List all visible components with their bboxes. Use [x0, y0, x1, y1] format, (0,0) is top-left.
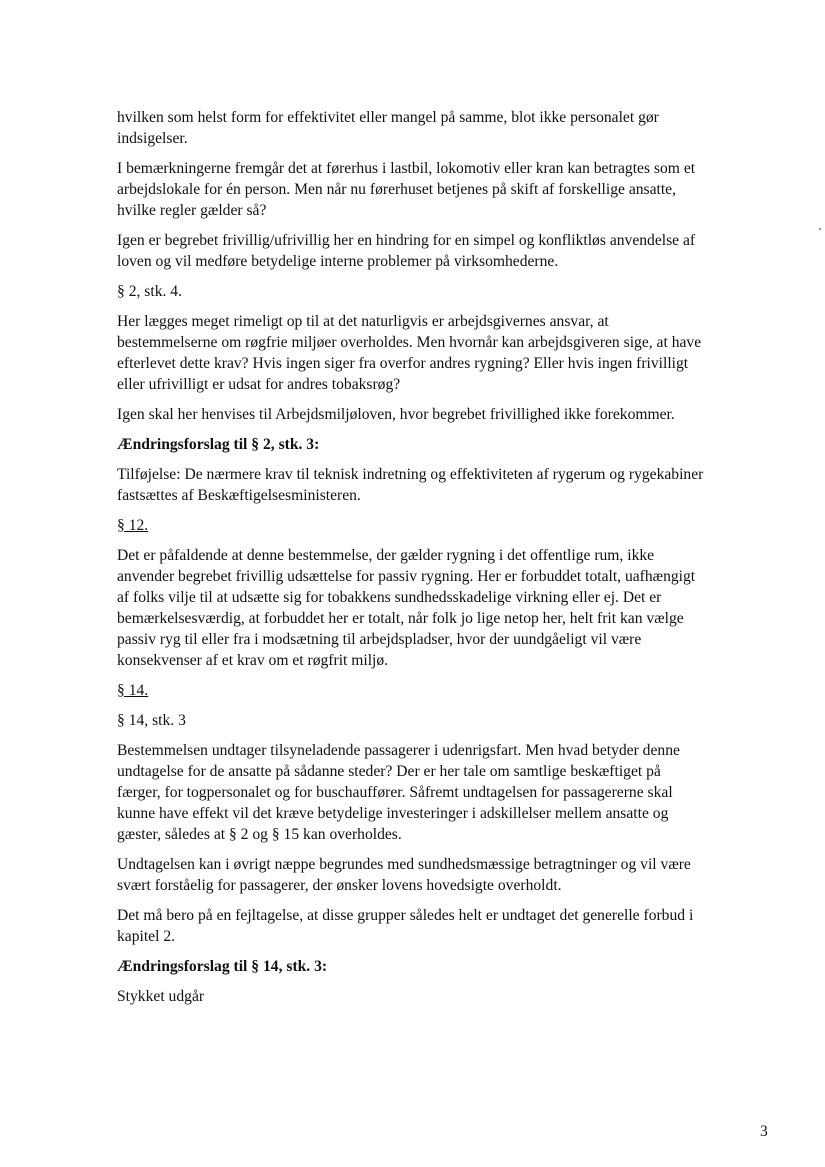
amendment-heading-14-3: Ændringsforslag til § 14, stk. 3:: [117, 958, 328, 975]
section-heading-14-3: § 14, stk. 3: [117, 712, 186, 729]
section-heading-14-text: § 14.: [117, 682, 149, 699]
paragraph-work-environment-act: Igen skal her henvises til Arbejdsmiljøloven, hvor begrebet frivillighed ikke forekommer.: [117, 406, 675, 423]
paragraph-employer-responsibility: Her lægges meget rimeligt op til at det naturligvis er arbejdsgivernes ansvar, at bestemmelserne om røgfrie miljøer overholdes. Men hvornår kan arbejdsgiveren sige, at have efterlevet dette krav? Hvis ingen siger fra overfor andres rygning? Eller hvis ingen frivilligt eller ufrivilligt er udsat for andres tobaksrøg?: [117, 313, 702, 393]
paragraph-public-space: Det er påfaldende at denne bestemmelse, der gælder rygning i det offentlige rum, ikke anvender begrebet frivillig udsættelse for passiv rygning. Her er forbuddet totalt, uafhængigt af folks vilje til at udsætte sig for tobakkens sundhedsskadelige virkning eller ej. Det er bemærkelsesværdig, at forbuddet her er totalt, når folk jo lige netop her, helt frit kan vælge passiv ryg til eller fra i modsætning til arbejdspladser, hvor der uundgåeligt vil være konsekvenser af et krav om et røgfrit miljø.: [117, 547, 696, 669]
paragraph-effectivity-continuation: hvilken som helst form for effektivitet eller mangel på samme, blot ikke personalet gør indsigelser.: [117, 109, 659, 147]
document-page: [117, 107, 707, 1016]
section-heading-12-text: § 12.: [117, 517, 149, 534]
paragraph-mistake: Det må bero på en fejltagelse, at disse grupper således helt er undtaget det generelle forbud i kapitel 2.: [117, 907, 694, 945]
paragraph-voluntary-concept: Igen er begrebet frivillig/ufrivillig her en hindring for en simpel og konfliktløs anvendelse af loven og vil medføre betydelige interne problemer på virksomhederne.: [117, 232, 696, 270]
section-heading-2-4: § 2, stk. 4.: [117, 283, 182, 300]
paragraph-addition: Tilføjelse: De nærmere krav til teknisk indretning og effektiviteten af rygerum og rygekabiner fastsættes af Beskæftigelsesministeren.: [117, 466, 704, 504]
section-heading-12: [117, 515, 707, 536]
paragraph-health-considerations: Undtagelsen kan i øvrigt næppe begrundes med sundhedsmæssige betragtninger og vil være svært forståelig for passagerer, der ønsker lovens hovedsigte overholdt.: [117, 856, 691, 894]
paragraph-deleted: Stykket udgår: [117, 988, 205, 1005]
section-heading-14: [117, 680, 707, 701]
amendment-heading-2-3: Ændringsforslag til § 2, stk. 3:: [117, 436, 320, 453]
page-number: 3: [760, 1123, 768, 1140]
margin-mark: [819, 228, 821, 230]
paragraph-passengers: Bestemmelsen undtager tilsyneladende passagerer i udenrigsfart. Men hvad betyder denne undtagelse for de ansatte på sådanne steder? Der er her tale om samtlige beskæftiget på færger, for togpersonalet og for buschauffører. Såfremt undtagelsen for passagererne skal kunne have effekt vil det kræve betydelige investeringer i adskillelser mellem ansatte og gæster, således at § 2 og § 15 kan overholdes.: [117, 742, 680, 843]
paragraph-driver-cab: I bemærkningerne fremgår det at førerhus i lastbil, lokomotiv eller kran kan betragtes som et arbejdslokale for én person. Men når nu førerhuset betjenes på skift af forskellige ansatte, hvilke regler gælder så?: [117, 160, 696, 219]
